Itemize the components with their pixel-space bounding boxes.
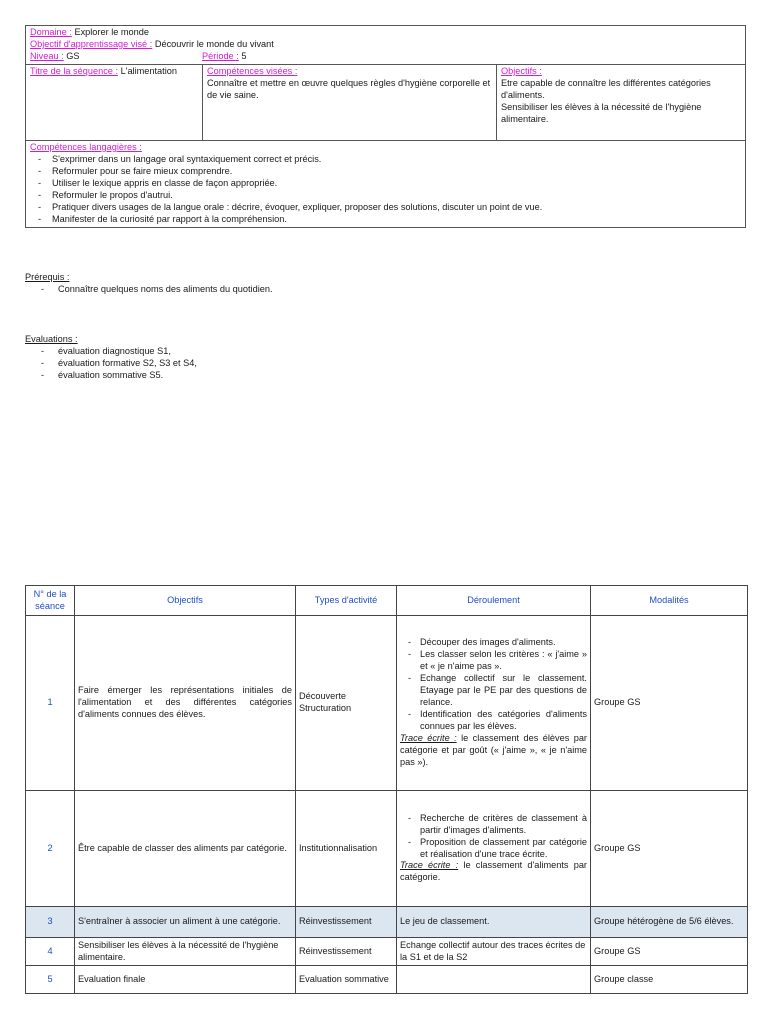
header-info-cell <box>26 26 746 65</box>
trace-label: Trace écrite : <box>400 732 457 743</box>
titre-cell <box>26 64 203 140</box>
titre-label: Titre de la séquence : <box>30 65 119 76</box>
objectifs-cell <box>497 64 746 140</box>
titre-value: L'alimentation <box>120 65 177 76</box>
competences-value: Connaître et mettre en œuvre quelques règles d'hygiène corporelle et de vie saine. <box>207 77 491 100</box>
row-deroulement <box>397 616 591 791</box>
list-item: - Utiliser le lexique appris en classe de façon appropriée. <box>30 178 741 190</box>
row-modalite: Groupe GS <box>591 791 748 907</box>
langagieres-label: Compétences langagières : <box>30 141 142 152</box>
evaluations-section <box>25 334 197 382</box>
header-table <box>25 25 746 228</box>
seance-number: 1 <box>26 616 75 791</box>
table-row <box>26 966 748 994</box>
row-objectif: Sensibiliser les élèves à la nécessité de l'hygiène alimentaire. <box>75 938 296 966</box>
trace-text: le classement des élèves par catégorie et par goût (« j'aime », « je n'aime pas »). <box>400 732 587 767</box>
table-row <box>26 616 748 791</box>
col-header-deroulement: Déroulement <box>397 586 591 616</box>
langagieres-cell <box>26 140 746 227</box>
evaluations-title: Evaluations : <box>25 334 78 344</box>
domaine-label: Domaine : <box>30 27 72 37</box>
prerequis-section <box>25 272 273 296</box>
row-objectif: Faire émerger les représentations initiales de l'alimentation et des différentes catégories d'aliments connues des élèves. <box>75 616 296 791</box>
list-item: - évaluation diagnostique S1, <box>25 346 197 358</box>
row-type: Réinvestissement <box>296 907 397 938</box>
objectifs-line: Etre capable de connaître les différentes catégories d'aliments. <box>501 77 711 100</box>
trace-label: Trace écrite : <box>400 860 459 871</box>
row-objectif: Être capable de classer des aliments par catégorie. <box>75 791 296 907</box>
row-modalite: Groupe GS <box>591 938 748 966</box>
sequence-table <box>25 585 748 994</box>
seance-number: 3 <box>26 907 75 938</box>
seance-number: 4 <box>26 938 75 966</box>
objectif-value: Découvrir le monde du vivant <box>154 38 274 49</box>
row-modalite: Groupe classe <box>591 966 748 994</box>
list-item: - évaluation formative S2, S3 et S4, <box>25 358 197 370</box>
list-item: - Pratiquer divers usages de la langue orale : décrire, évoquer, expliquer, proposer des solutions, discuter un point de vue. <box>30 202 741 214</box>
row-deroulement <box>397 791 591 907</box>
table-row <box>26 938 748 966</box>
list-item: - Recherche de critères de classement à partir d'images d'aliments. <box>400 813 587 837</box>
objectifs-label: Objectifs : <box>501 65 542 76</box>
periode-label: Période : <box>202 50 239 61</box>
col-header-types: Types d'activité <box>296 586 397 616</box>
table-row <box>26 907 748 938</box>
periode-value: 5 <box>241 50 247 61</box>
niveau-value: GS <box>66 50 80 61</box>
domaine-value: Explorer le monde <box>74 27 149 37</box>
objectif-label: Objectif d'apprentissage visé : <box>30 38 153 49</box>
list-item: - évaluation sommative S5. <box>25 370 197 382</box>
col-header-modalites: Modalités <box>591 586 748 616</box>
list-item: - Découper des images d'aliments. <box>400 637 587 649</box>
list-item: - Identification des catégories d'aliments connues par les élèves. <box>400 709 587 733</box>
row-deroulement: Le jeu de classement. <box>397 907 591 938</box>
row-objectif: S'entraîner à associer un aliment à une catégorie. <box>75 907 296 938</box>
row-type: Découverte Structuration <box>296 616 397 791</box>
langagieres-list <box>30 154 741 226</box>
objectifs-line: Sensibiliser les élèves à la nécessité de l'hygiène alimentaire. <box>501 101 702 124</box>
list-item: - Les classer selon les critères : « j'aime » et « je n'aime pas ». <box>400 649 587 673</box>
trace-ecrite <box>400 733 587 769</box>
row-type: Réinvestissement <box>296 938 397 966</box>
row-modalite: Groupe hétérogène de 5/6 élèves. <box>591 907 748 938</box>
list-item: - Proposition de classement par catégorie et réalisation d'une trace écrite. <box>400 837 587 861</box>
trace-ecrite <box>400 860 587 884</box>
seance-number: 2 <box>26 791 75 907</box>
trace-text: le classement d'aliments par catégorie. <box>400 860 587 883</box>
col-header-seance: N° de la séance <box>26 586 75 616</box>
row-deroulement: Echange collectif autour des traces écrites de la S1 et de la S2 <box>397 938 591 966</box>
list-item: - Echange collectif sur le classement. Etayage par le PE par des questions de relance. <box>400 673 587 709</box>
row-objectif: Evaluation finale <box>75 966 296 994</box>
row-type: Evaluation sommative <box>296 966 397 994</box>
row-modalite: Groupe GS <box>591 616 748 791</box>
list-item: - Manifester de la curiosité par rapport à la compréhension. <box>30 214 741 226</box>
col-header-objectifs: Objectifs <box>75 586 296 616</box>
prerequis-title: Prérequis : <box>25 272 70 282</box>
competences-label: Compétences visées : <box>207 65 298 76</box>
list-item: - Reformuler pour se faire mieux comprendre. <box>30 166 741 178</box>
competences-cell <box>203 64 497 140</box>
seance-number: 5 <box>26 966 75 994</box>
row-deroulement <box>397 966 591 994</box>
list-item: - Connaître quelques noms des aliments du quotidien. <box>25 284 273 296</box>
list-item: - S'exprimer dans un langage oral syntaxiquement correct et précis. <box>30 154 741 166</box>
table-row <box>26 791 748 907</box>
niveau-label: Niveau : <box>30 50 64 61</box>
list-item: - Reformuler le propos d'autrui. <box>30 190 741 202</box>
row-type: Institutionnalisation <box>296 791 397 907</box>
